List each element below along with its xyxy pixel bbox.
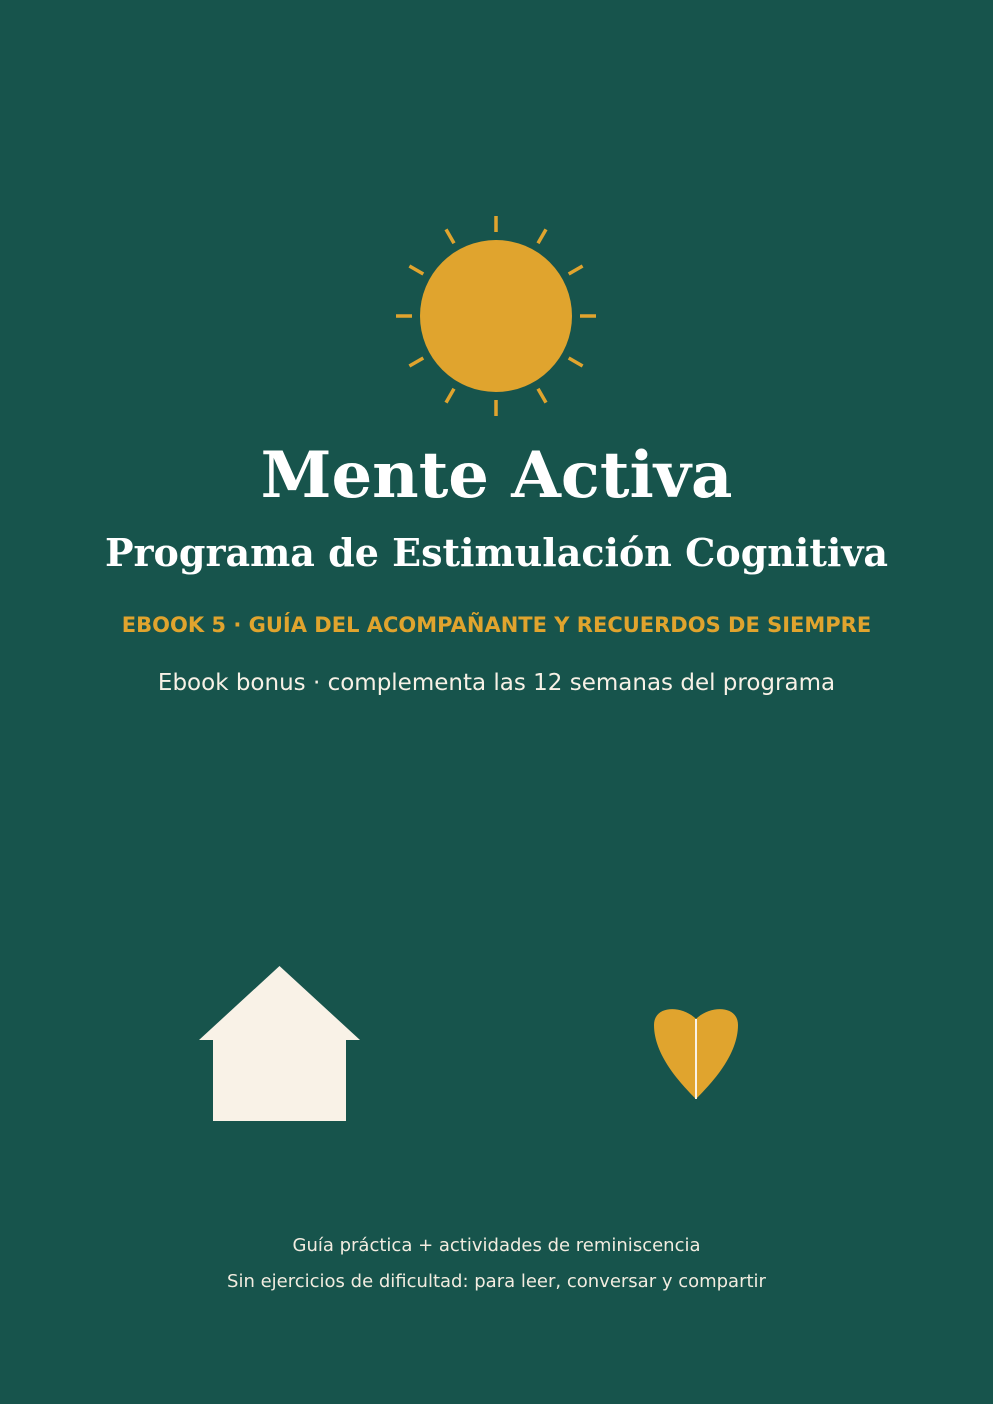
book-subtitle: Programa de Estimulación Cognitiva (104, 530, 889, 575)
ebook-label: EBOOK 5 · GUÍA DEL ACOMPAÑANTE Y RECUERDOS DE SIEMPRE (121, 613, 872, 637)
footer-note: Sin ejercicios de dificultad: para leer, conversar y compartir (227, 1271, 766, 1292)
house-icon (199, 966, 360, 1121)
sun-icon (396, 216, 596, 416)
bonus-description: Ebook bonus · complementa las 12 semanas del programa (157, 670, 836, 696)
heart-icon (652, 1007, 740, 1100)
book-title: Mente Activa (260, 438, 733, 513)
footer-tagline: Guía práctica + actividades de reminiscencia (292, 1235, 701, 1256)
